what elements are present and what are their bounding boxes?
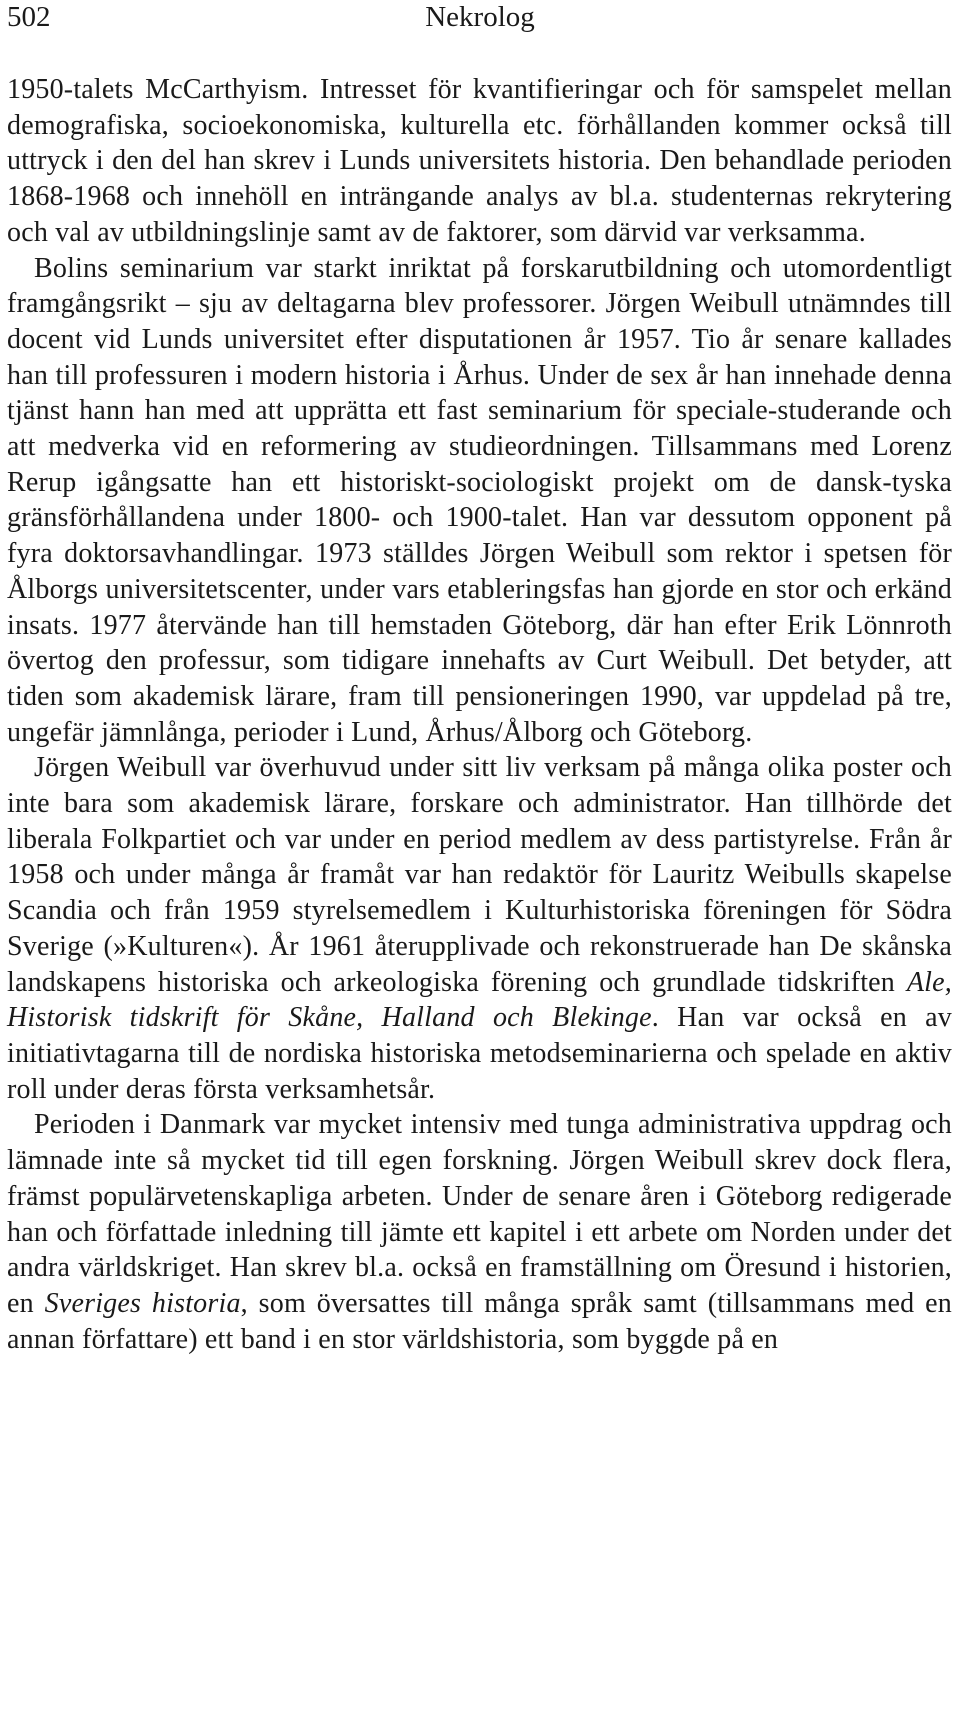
paragraph bbox=[7, 72, 952, 251]
text-segment: , som översattes till många språk samt (tillsammans med en annan författare) ett band i en stor världshistoria, som byggde på en bbox=[7, 1287, 953, 1355]
body-text bbox=[7, 72, 952, 1357]
paragraph bbox=[7, 750, 952, 1107]
text-segment: Bolins seminarium var starkt inriktat på forskarutbildning och utomordentligt framgångsrikt – sju av deltagarna blev professorer. Jörgen Weibull utnämndes till docent vid Lunds universitet efter disputationen år 1957. Tio år senare kallades han till professuren i modern historia i Århus. Under de sex år han innehade denna tjänst hann han med att upprätta ett fast seminarium för speciale-studerande och att medverka vid en reformering av studieordningen. Tillsammans med Lorenz Rerup igångsatte han ett historiskt-sociologiskt projekt om de dansk-tyska gränsförhållandena under 1800- och 1900-talet. Han var dessutom opponent på fyra doktorsavhandlingar. 1973 ställdes Jörgen Weibull som rektor i spetsen för Ålborgs universitetscenter, under vars etableringsfas han gjorde en stor och erkänd insats. 1977 återvände han till hemstaden Göteborg, där han efter Erik Lönnroth övertog den professur, som tidigare innehafts av Curt Weibull. Det betyder, att tiden som akademisk lärare, fram till pensioneringen 1990, var uppdelad på tre, ungefär jämnlånga, perioder i Lund, Århus/Ålborg och Göteborg. bbox=[7, 252, 952, 748]
journal-title: Ale, Historisk tidskrift för Skåne, Halland och Blekinge bbox=[7, 966, 952, 1034]
paragraph bbox=[7, 1107, 952, 1357]
paragraph bbox=[7, 251, 952, 751]
page-number: 502 bbox=[7, 1, 51, 33]
text-segment: . Han var också en av initiativtagarna till de nordiska historiska metodseminarierna och spelade en aktiv roll under deras första verksamhetsår. bbox=[7, 1002, 952, 1105]
text-segment: Jörgen Weibull var överhuvud under sitt liv verksam på många olika poster och inte bara som akademisk lärare, forskare och administrator. Han tillhörde det liberala Folkpartiet och var under en period medlem av dess partistyrelse. Från år 1958 och under många år framåt var han redaktör för Lauritz Weibulls skapelse Scandia och från 1959 styrelsemedlem i Kulturhistoriska föreningen för Södra Sverige (»Kulturen«). År 1961 återupplivade och rekonstruerade han De skånska landskapens historiska och arkeologiska förening och grundlade tidskriften bbox=[7, 752, 952, 998]
book-title: Sveriges historia bbox=[44, 1287, 241, 1319]
text-segment: 1950-talets McCarthyism. Intresset för kvantifieringar och för samspelet mellan demografiska, socioekonomiska, kulturella etc. förhållanden kommer också till uttryck i den del han skrev i Lunds universitets historia. Den behandlade perioden 1868-1968 och innehöll en inträngande analys av bl.a. studenternas rekrytering och val av utbildningslinje samt av de faktorer, som därvid var verksamma. bbox=[7, 74, 952, 248]
page-header bbox=[7, 0, 953, 40]
text-segment: Perioden i Danmark var mycket intensiv med tunga administrativa uppdrag och lämnade inte så mycket tid till egen forskning. Jörgen Weibull skrev dock flera, främst populärvetenskapliga arbeten. Under de senare åren i Göteborg redigerade han och författade inledning till jämte ett kapitel i ett arbete om Norden under det andra världskriget. Han skrev bl.a. också en framställning om Öresund i historien, en bbox=[7, 1109, 952, 1319]
running-head: Nekrolog bbox=[425, 1, 535, 33]
